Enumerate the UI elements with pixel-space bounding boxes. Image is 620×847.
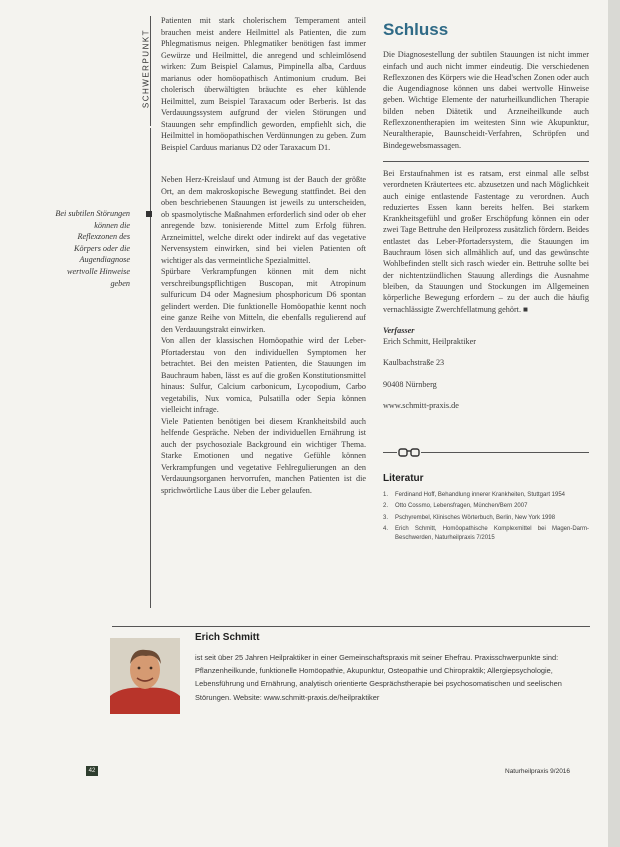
vertical-divider: [150, 128, 151, 608]
glasses-icon: [397, 443, 421, 461]
paragraph: Spürbare Verkrampfungen können mit dem nicht verschreibungspflichtigen Buscopan, mit Atropinum sulfuricum D4 oder Magnesium phosphoricum D6 spontan gelindert werden. Die funktionelle Homöopathie kennt noch eine ganze Reihe von Mitteln, die ebenfalls regulierend auf den Verdauungstrakt einwirken.: [161, 267, 366, 334]
paragraph: Patienten mit stark cholerischem Temperament anteil brauchen meist andere Heilmittel als Patienten, die zum Phlegmatismus neigen. Phlegmatiker benötigen fast immer Gewürze und Heilmittel, die anregend und schleimlösend wirken: Zum Beispiel Calamus, Pimpinella alba, Carduus marianus oder homöopathisch Antimonium crudum. Bei cholerisch überwältigten bräuchte es eher kühlende Heilmittel, zum Beispiel Taraxacum oder Berberis. Ist das Verdauungssystem aufgrund der vielen Störungen und Stauungen sehr empfindlich geworden, empfiehlt sich, die Heilmittel in homöopathischen Verdünnungen zu geben. Zum Beispiel Carduus marianus D2 oder Taraxacum D1.: [161, 16, 366, 152]
list-item: 2. Otto Cossmo, Lebensfragen, München/Bern 2007: [383, 503, 528, 510]
vertical-divider-top: [150, 16, 151, 126]
right-column: [383, 20, 589, 546]
author-name: Erich Schmitt, Heilpraktiker: [383, 337, 476, 347]
divider: [383, 161, 589, 162]
bio-text: ist seit über 25 Jahren Heilpraktiker in einer Gemeinschaftspraxis mit seiner Ehefrau. Praxisschwerpunkte sind: Pflanzenheilkunde, funktionelle Homöopathie, Akupunktur, Osteopathie und Chiropraktik; Allergiepsychologie, Lebensführung und Ernährung, analytisch orientierte Gesprächstherapie bei psychosomatischen und seelischen Störungen. Website: www.schmitt-praxis.de/heilpraktiker: [195, 653, 562, 702]
paragraph: Die Diagnosestellung der subtilen Stauungen ist nicht immer einfach und auch nicht immer eindeutig. Die verschiedenen Reflexzonen des Körpers wie die Head'schen Zonen oder auch die Augendiagnose können uns dabei wertvolle Hinweise geben. Wichtige Elemente der naturheilkundlichen Therapie bilden neben Diätetik und Arzneiheilkunde auch Reflexzonentherapien im weitesten Sinn wie Akupunktur, Neuraltherapie, Baunscheidt-Verfahren, Schröpfen und Bindegewebsmassagen.: [383, 50, 589, 150]
author-photo: [110, 638, 180, 714]
list-item: 3. Pschyrembel, Klinisches Wörterbuch, Berlin, New York 1998: [383, 514, 556, 521]
literature-heading: Literatur: [383, 473, 424, 485]
literature-divider: [383, 441, 589, 463]
author-heading: Verfasser: [383, 325, 415, 335]
page-edge: [608, 0, 620, 847]
paragraph: Neben Herz-Kreislauf und Atmung ist der Bauch der größte Ort, an dem makroskopische Bewegung stattfindet. Bei den oben beschriebenen Stauungen ist jeweils zu unterscheiden, ob spasmolytische Maßnahmen erforderlich sind oder ob eher anregende bzw. tonisierende Mittel zum Erfolg führen. Arzneimittel, welche direkt oder indirekt auf das vegetative Nervensystem einwirken, sind bei vielen Patienten oft wichtiger als das vermeintliche Spezialmittel.: [161, 175, 366, 265]
list-item: 4. Erich Schmitt, Homöopathische Komplexmittel bei Magen-Darm-Beschwerden, Naturheilpraxis 7/2015: [383, 526, 589, 541]
literature-list: [383, 491, 589, 543]
author-city: 90408 Nürnberg: [383, 379, 437, 389]
section-label-text: SCHWERPUNKT: [141, 28, 151, 109]
page-number: 42: [86, 766, 98, 776]
middle-column: [161, 15, 366, 496]
pull-quote-marker: [146, 211, 152, 217]
paragraph: Viele Patienten benötigen bei diesem Krankheitsbild auch helfende Gespräche. Neben der individuellen Ernährung ist auch der psychosoziale Background ein wichtiger Thema. Starke Emotionen und negative Gefühle können Verkrampfungen und vegetative Fehlregulierungen an den Verdauungsorganen hervorrufen, manchen Patienten ist die sprichwörtliche Laus über die Leber gelaufen.: [161, 416, 366, 495]
paragraph: Bei Erstaufnahmen ist es ratsam, erst einmal alle selbst verordneten Kräutertees etc. abzusetzen und nach Möglichkeit auch einige entlastende Fastentage zu verordnen. Auch reduziertes Essen kann bereits helfen. Bei starkem Krankheitsgefühl und großer Erschöpfung können ein oder zwei Tage Bettruhe den Heilprozess zusätzlich fördern. Beides entlastet das Leber-Pfortadersystem, die Stauungen im Bauchraum lösen sich allmählich auf, und das gewünschte Wohlbefinden stellt sich rasch wieder ein. Bettruhe sollte bei der nichtentzündlichen Stauung allerdings die Ausnahme bleiben, da Stauungen und Stockungen im Allgemeinen körperliche Bewegung erfordern – zu der auch die häufig vernachlässigte Zwerchfellatmung gehört. ■: [383, 168, 589, 314]
paragraph: Von allen der klassischen Homöopathie wird der Leber-Pfortaderstau von den individuellen Symptomen her betrachtet. Bei den meisten Patienten, die Stauungen im Bauchraum haben, lässt es auf die großen Konstitutionsmittel hinaus: Sulfur, Calcium carbonicum, Lycopodium, Carbo vegetabilis, Nux vomica, Pulsatilla oder Sepia können vielleicht infrage.: [161, 336, 366, 414]
author-street: Kaulbachstraße 23: [383, 358, 445, 368]
bio-name: Erich Schmitt: [195, 632, 260, 643]
author-bio: [195, 632, 593, 704]
author-website[interactable]: www.schmitt-praxis.de: [383, 401, 459, 411]
list-item: 1. Ferdinand Hoff, Behandlung innerer Krankheiten, Stuttgart 1954: [383, 491, 566, 498]
bio-divider: [112, 626, 590, 627]
journal-reference: Naturheilpraxis 9/2016: [505, 768, 571, 775]
section-heading: Schluss: [383, 20, 449, 39]
margin-note: Bei subtilen Störungen können die Reflexzonen des Körpers oder die Augendiagnose wertvolle Hinweise geben: [55, 209, 130, 288]
